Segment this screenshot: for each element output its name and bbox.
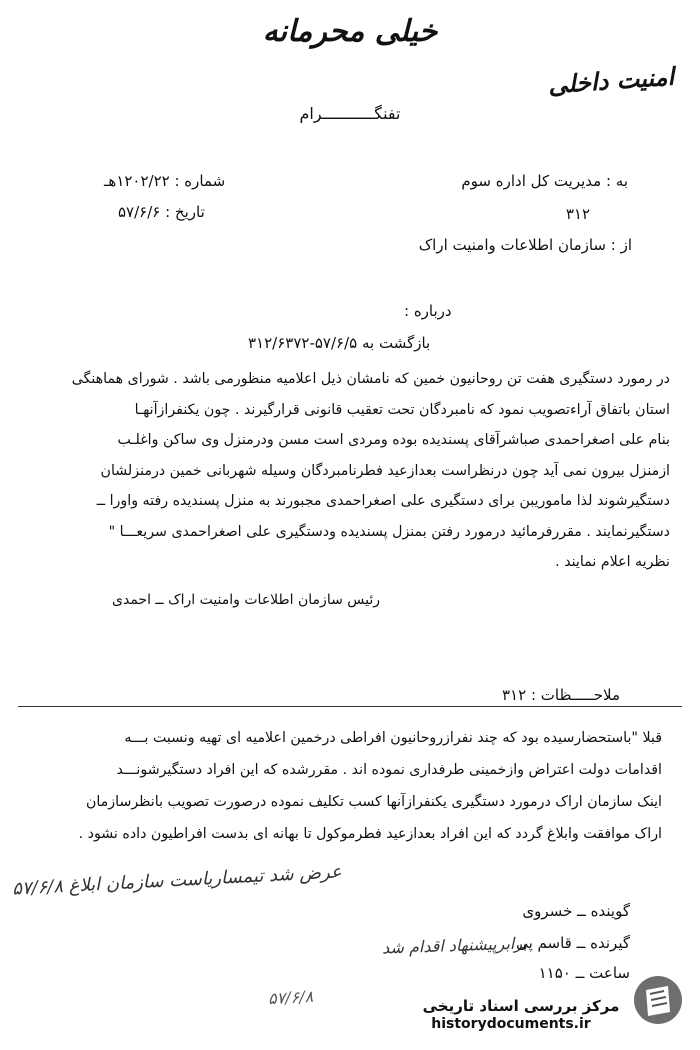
- recipient: به : مدیریت کل اداره سوم: [461, 172, 628, 190]
- body-line: ازمنزل بیرون نمی آید چون درنظراست بعدازعید فطرنامبردگان وسیله شهربانی خمین درمنزلشان: [100, 462, 670, 479]
- archive-org-name: مرکز بررسی اسناد تاریخی: [422, 997, 620, 1015]
- notes-divider: [18, 706, 682, 707]
- handwritten-initials: ۵۷/۶/۸: [267, 986, 314, 1009]
- letter-number: شماره : ۱۲۰۲/۲۲هـ: [104, 172, 226, 190]
- body-text: [30, 364, 670, 578]
- body-line: دستگیرشوند لذا ماموریبن برای دستگیری علی اصغراحمدی مجبورند به منزل پسندیده رفته واورا ــ: [96, 493, 670, 509]
- reference-line: بازگشت به ۵۷/۶/۵-۳۱۲/۶۳۷۲: [248, 334, 431, 352]
- body-line: دستگیرنمایند . مقررفرمائید درمورد رفتن بمنزل پسندیده ودستگیری علی اصغراحمدی سریعـــا ": [108, 523, 670, 540]
- body-line: در رمورد دستگیری هفت تن روحانیون خمین که نامشان ذیل اعلامیه منظورمی باشد . شورای هماهنگی: [71, 371, 670, 387]
- handwritten-approval: برابرپیشنهاد اقدام شد: [381, 933, 528, 958]
- body-line: استان باتفاق آراءتصویب نمود که نامبردگان تحت تعقیب قانونی قرارگیرند . چون یکنفرازآنهـا: [134, 401, 670, 418]
- classification-title: خیلی محرمانه: [262, 14, 438, 49]
- handwritten-margin-note: عرض شد تیمساریاست سازمان ابلاغ ۵۷/۶/۸: [11, 861, 343, 900]
- signature-line: رئیس سازمان اطلاعات وامنیت اراک ــ احمدی: [112, 592, 380, 608]
- notes-line: اینک سازمان اراک درمورد دستگیری یکنفرازآنها کسب تکلیف نموده درصورت تصویب بانظرسازمان: [85, 794, 662, 810]
- notes-line: اراک موافقت وابلاغ گردد که این افراد بعدازعید فطرموکول تا بهانه ای بدست افراطیون داده نشود .: [78, 826, 662, 842]
- sender: از : سازمان اطلاعات وامنیت اراک: [418, 236, 632, 254]
- letter-date: تاریخ : ۵۷/۶/۶: [118, 203, 205, 221]
- recipient-code: ۳۱۲: [565, 205, 590, 223]
- subject-label: درباره :: [404, 302, 452, 320]
- archive-url: historydocuments.ir: [431, 1016, 591, 1032]
- department-mark: امنیت داخلی: [547, 61, 675, 100]
- notes-heading: ملاحـــــظات : ۳۱۲: [502, 686, 620, 704]
- notes-line: اقدامات دولت اعتراض وازخمینی طرفداری نموده اند . مقررشده که این افراد دستگیرشونـــد: [116, 762, 662, 778]
- telegram-receiver: گیرنده ــ قاسم پی: [516, 934, 630, 952]
- telegram-time: ساعت ــ ۱۱۵۰: [538, 964, 630, 982]
- notes-line: قبلا "باستحضارسیده بود که چند نفرازروحانیون افراطی درخمین اعلامیه ای تهیه ونسبت بـــه: [124, 730, 662, 746]
- delivery-type: تفنگـــــــــــرام: [299, 104, 401, 123]
- body-line: بنام علی اصغراحمدی صباشرآقای پسندیده بوده ومردی است مسن ودرمنزل وی ساکن واغلـب: [117, 432, 670, 448]
- telegram-speaker: گوینده ــ خسروی: [522, 902, 630, 920]
- body-line: نظریه اعلام نمایند .: [555, 554, 670, 570]
